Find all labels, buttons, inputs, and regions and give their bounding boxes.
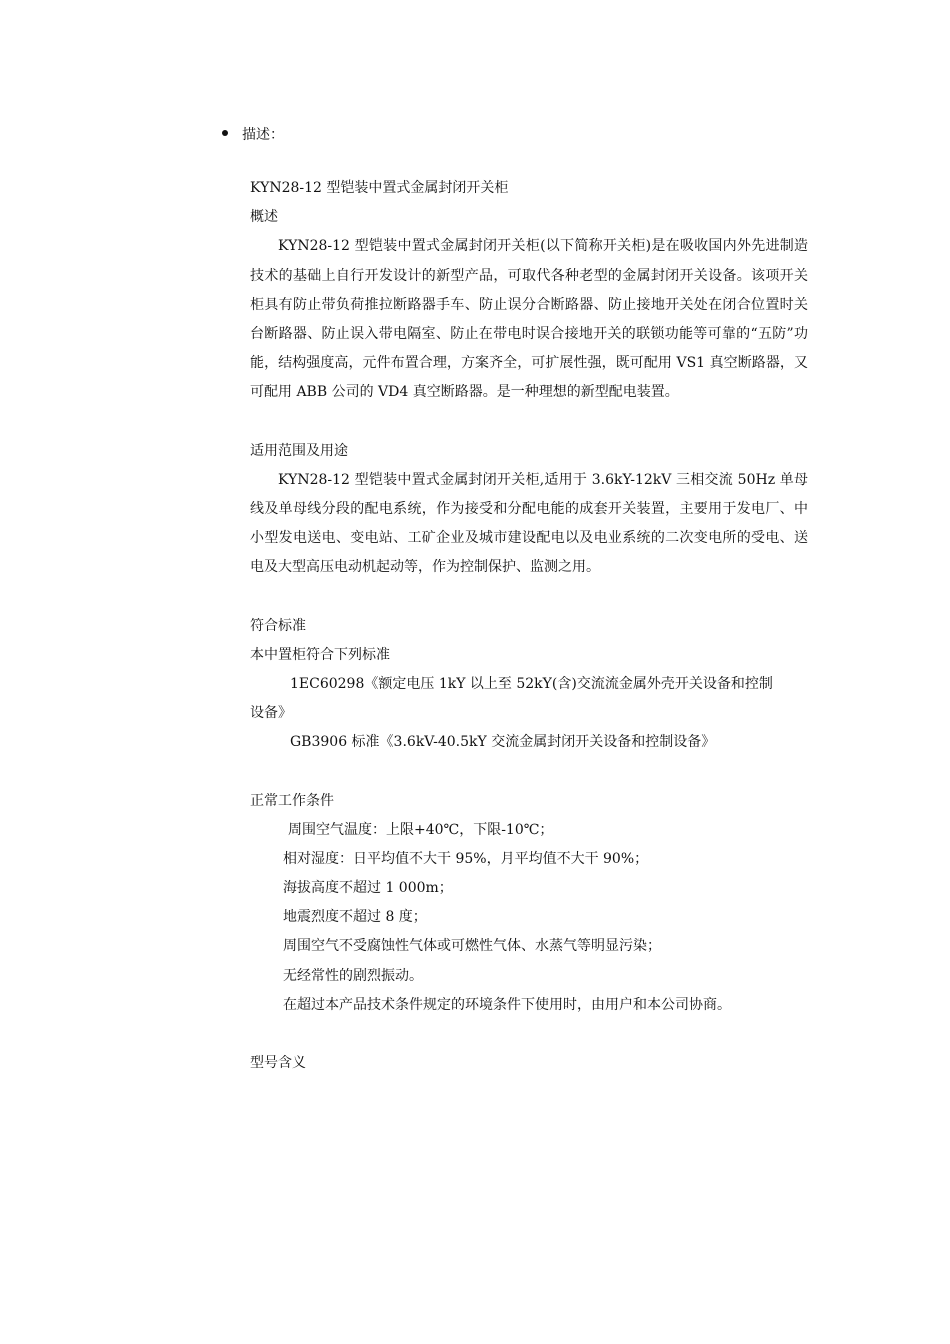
standards-heading: 符合标准	[250, 617, 306, 634]
condition-item: 地震烈度不超过 8 度；	[283, 909, 427, 926]
spacer	[250, 758, 808, 787]
condition-item: 相对湿度：日平均值不大干 95%，月平均值不大干 90%；	[283, 850, 649, 867]
spacer	[250, 1020, 808, 1049]
scope-paragraph: KYN28-12 型铠装中置式金属封闭开关柜,适用于 3.6kY-12kV 三相交流 50Hz 单母线及单母线分段的配电系统，作为接受和分配电能的成套开关装置，主要用于发电厂、中小型发电送电、变电站、工矿企业及城市建设配电以及电业系统的二次变电所的受电、送电及大型高压电动机起动等，作为控制保护、监测之用。	[250, 471, 808, 576]
scope-heading: 适用范围及用途	[250, 442, 348, 459]
bullet-label: 描述：	[242, 127, 284, 143]
document-body	[250, 174, 808, 1078]
condition-item: 周围空气温度：上限+40℃，下限-10℃；	[288, 821, 554, 838]
bullet-icon	[222, 130, 228, 136]
standard-item: 1EC60298《额定电压 1kY 以上至 52kY(含)交流流金属外壳开关设备和控制	[290, 675, 773, 692]
model-heading: 型号含义	[250, 1055, 306, 1072]
product-title: KYN28-12 型铠装中置式金属封闭开关柜	[250, 180, 509, 196]
standard-item: GB3906 标准《3.6kV-40.5kY 交流金属封闭开关设备和控制设备》	[290, 734, 716, 751]
condition-item: 周围空气不受腐蚀性气体或可燃性气体、水蒸气等明显污染；	[283, 938, 661, 955]
overview-paragraph: KYN28-12 型铠装中置式金属封闭开关柜(以下简称开关柜)是在吸收国内外先进制造技术的基础上自行开发设计的新型产品，可取代各种老型的金属封闭开关设备。该项开关柜具有防止带负荷推拉断路器手车、防止误分合断路器、防止接地开关处在闭合位置时关台断路器、防止误入带电隔室、防止在带电时误合接地开关的联锁功能等可靠的“五防”功能，结构强度高，元件布置合理，方案齐全，可扩展性强，既可配用 VS1 真空断路器，又可配用 ABB 公司的 VD4 真空断路器。是一种理想的新型配电装置。	[250, 238, 808, 401]
condition-item: 在超过本产品技术条件规定的环境条件下使用时，由用户和本公司协商。	[283, 996, 731, 1013]
standard-item-continued: 设备》	[250, 705, 292, 722]
overview-heading: 概述	[250, 209, 278, 226]
conditions-heading: 正常工作条件	[250, 792, 334, 809]
standards-intro: 本中置柜符合下列标准	[250, 646, 390, 663]
spacer	[250, 583, 808, 612]
spacer	[250, 408, 808, 437]
description-bullet	[222, 124, 284, 146]
condition-item: 海拔高度不超过 1 000m；	[283, 880, 453, 897]
condition-item: 无经常性的剧烈振动。	[283, 967, 423, 984]
